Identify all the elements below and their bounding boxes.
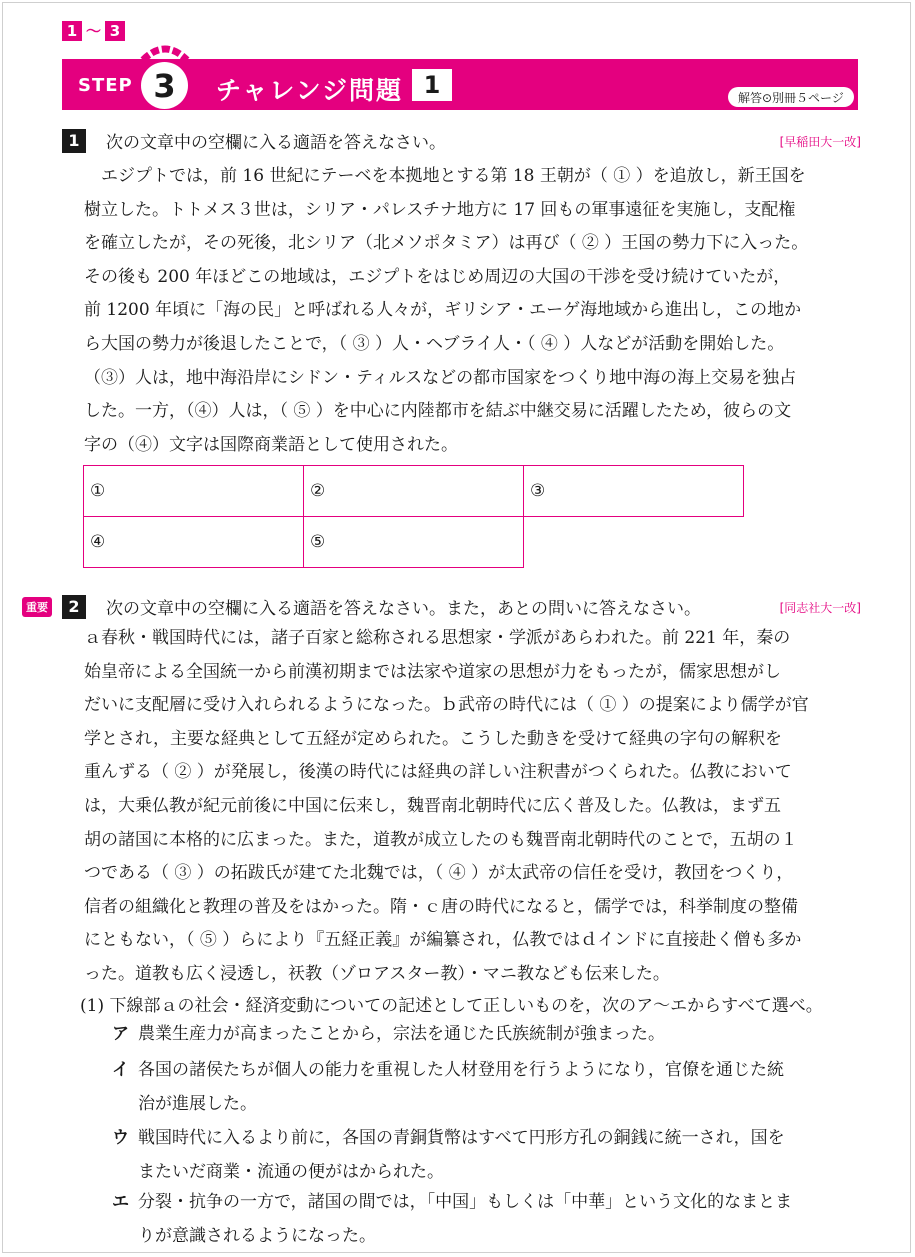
- q2-line: った。道教も広く浸透し，祆教（ゾロアスター教）・マニ教なども伝来した。: [84, 963, 670, 984]
- q1-answer-table: [83, 465, 744, 568]
- option-text: 各国の諸侯たちが個人の能力を重視した人材登用を行うようになり，官僚を通じた統: [138, 1060, 784, 1080]
- option-text: 戦国時代に入るより前に，各国の青銅貨幣はすべて円形方孔の銅銭に統一され，国を: [138, 1128, 785, 1148]
- option-text: 分裂・抗争の一方で，諸国の間では，「中国」もしくは「中華」という文化的なまとま: [138, 1192, 793, 1212]
- step-label: STEP: [78, 75, 133, 96]
- section-range: [62, 20, 125, 41]
- answer-cell-4[interactable]: ④: [84, 517, 304, 568]
- option-key: イ: [112, 1060, 129, 1080]
- option-text-cont: またいだ商業・流通の便がはかられた。: [138, 1161, 444, 1182]
- answer-reference: 解答⊙別冊５ページ: [728, 87, 854, 107]
- answer-cell-blank: [524, 517, 744, 568]
- section-from: 1: [62, 21, 82, 41]
- q2-number: 2: [62, 595, 86, 619]
- q1-line: （③）人は，地中海沿岸にシドン・ティルスなどの都市国家をつくり地中海の海上交易を独占: [84, 367, 797, 388]
- option-text-cont: 治が進展した。: [138, 1093, 257, 1114]
- q1-line: その後も 200 年ほどこの地域は，エジプトをはじめ周辺の大国の干渉を受け続けていたが，: [84, 266, 791, 287]
- q2-line: 重んずる（ ② ）が発展し，後漢の時代には経典の詳しい注釈書がつくられた。仏教において: [84, 762, 792, 783]
- option-text-cont: りが意識されるようになった。: [138, 1225, 376, 1246]
- q1-instruction: 次の文章中の空欄に入る適語を答えなさい。: [106, 133, 446, 153]
- option-text: 農業生産力が高まったことから，宗法を通じた氏族統制が強まった。: [138, 1024, 665, 1044]
- option-i[interactable]: [112, 1054, 872, 1121]
- q2-line: 始皇帝による全国統一から前漢初期までは法家や道家の思想が力をもったが，儒家思想がし: [84, 661, 781, 682]
- option-key: エ: [112, 1192, 129, 1212]
- q1-line: した。一方，（④）人は，（ ⑤ ）を中心に内陸都市を結ぶ中継交易に活躍したため，彼らの文: [84, 401, 792, 422]
- q1-passage: [84, 160, 864, 462]
- q1-number: 1: [62, 129, 86, 153]
- q2-passage: [84, 622, 864, 992]
- q1-line: 樹立した。トトメス３世は，シリア・パレスチナ地方に 17 回もの軍事遠征を実施し，支配権: [84, 199, 796, 220]
- q2-source: [同志社大一改]: [779, 601, 861, 615]
- step-number: 3: [141, 62, 188, 109]
- q1-line: エジプトでは，前 16 世紀にテーベを本拠地とする第 18 王朝が（ ① ）を追放し，新王国を: [84, 166, 806, 186]
- section-to: 3: [105, 21, 125, 41]
- q1-line: 字の（④）文字は国際商業語として使用された。: [84, 434, 458, 455]
- title-number: 1: [412, 69, 452, 101]
- important-badge: 重要: [22, 597, 52, 617]
- q2-header: [62, 594, 701, 619]
- q1-line: を確立したが，その死後，北シリア（北メソポタミア）は再び（ ② ）王国の勢力下に入った。: [84, 233, 809, 254]
- q2-line: 信者の組織化と教理の普及をはかった。隋・ｃ唐の時代になると，儒学では，科挙制度の整備: [84, 896, 798, 917]
- q2-instruction: 次の文章中の空欄に入る適語を答えなさい。また，あとの問いに答えなさい。: [106, 599, 701, 619]
- q2-line: 胡の諸国に本格的に広まった。また，道教が成立したのも魏晋南北朝時代のことで，五胡の１: [84, 829, 798, 850]
- q2-line: だいに支配層に受け入れられるようになった。ｂ武帝の時代には（ ① ）の提案により儒学が官: [84, 695, 809, 716]
- option-key: ア: [112, 1024, 129, 1044]
- step-arc-decoration: [139, 40, 191, 62]
- q2-subquestion-1: (1) 下線部ａの社会・経済変動についての記述として正しいものを，次のア～エからすべて選べ。: [80, 996, 823, 1016]
- option-a[interactable]: [112, 1018, 872, 1052]
- option-e[interactable]: [112, 1186, 872, 1253]
- page-title: チャレンジ問題: [216, 76, 404, 105]
- option-u[interactable]: [112, 1122, 872, 1189]
- answer-cell-1[interactable]: ①: [84, 466, 304, 517]
- q1-line: ら大国の勢力が後退したことで，（ ③ ）人・ヘブライ人・（ ④ ）人などが活動を開始した。: [84, 333, 785, 354]
- q2-line: ａ春秋・戦国時代には，諸子百家と総称される思想家・学派があらわれた。前 221 年，秦の: [84, 628, 791, 648]
- q1-line: 前 1200 年頃に「海の民」と呼ばれる人々が，ギリシア・エーゲ海地域から進出し，この地か: [84, 300, 802, 321]
- q1-header: [62, 128, 446, 153]
- q2-line: は，大乗仏教が紀元前後に中国に伝来し，魏晋南北朝時代に広く普及した。仏教は，まず五: [84, 795, 781, 816]
- q2-line: にともない，（ ⑤ ）らにより『五経正義』が編纂され，仏教ではｄインドに直接赴く僧も多か: [84, 930, 802, 951]
- answer-cell-5[interactable]: ⑤: [304, 517, 524, 568]
- option-key: ウ: [112, 1128, 129, 1148]
- answer-cell-3[interactable]: ③: [524, 466, 744, 517]
- q2-line: つである（ ③ ）の拓跋氏が建てた北魏では，（ ④ ）が太武帝の信任を受け，教団をつくり，: [84, 863, 794, 884]
- q2-line: 学とされ，主要な経典として五経が定められた。こうした動きを受けて経典の字句の解釈を: [84, 728, 783, 749]
- q1-source: [早稲田大一改]: [779, 135, 861, 149]
- section-sep: ～: [86, 22, 102, 40]
- answer-cell-2[interactable]: ②: [304, 466, 524, 517]
